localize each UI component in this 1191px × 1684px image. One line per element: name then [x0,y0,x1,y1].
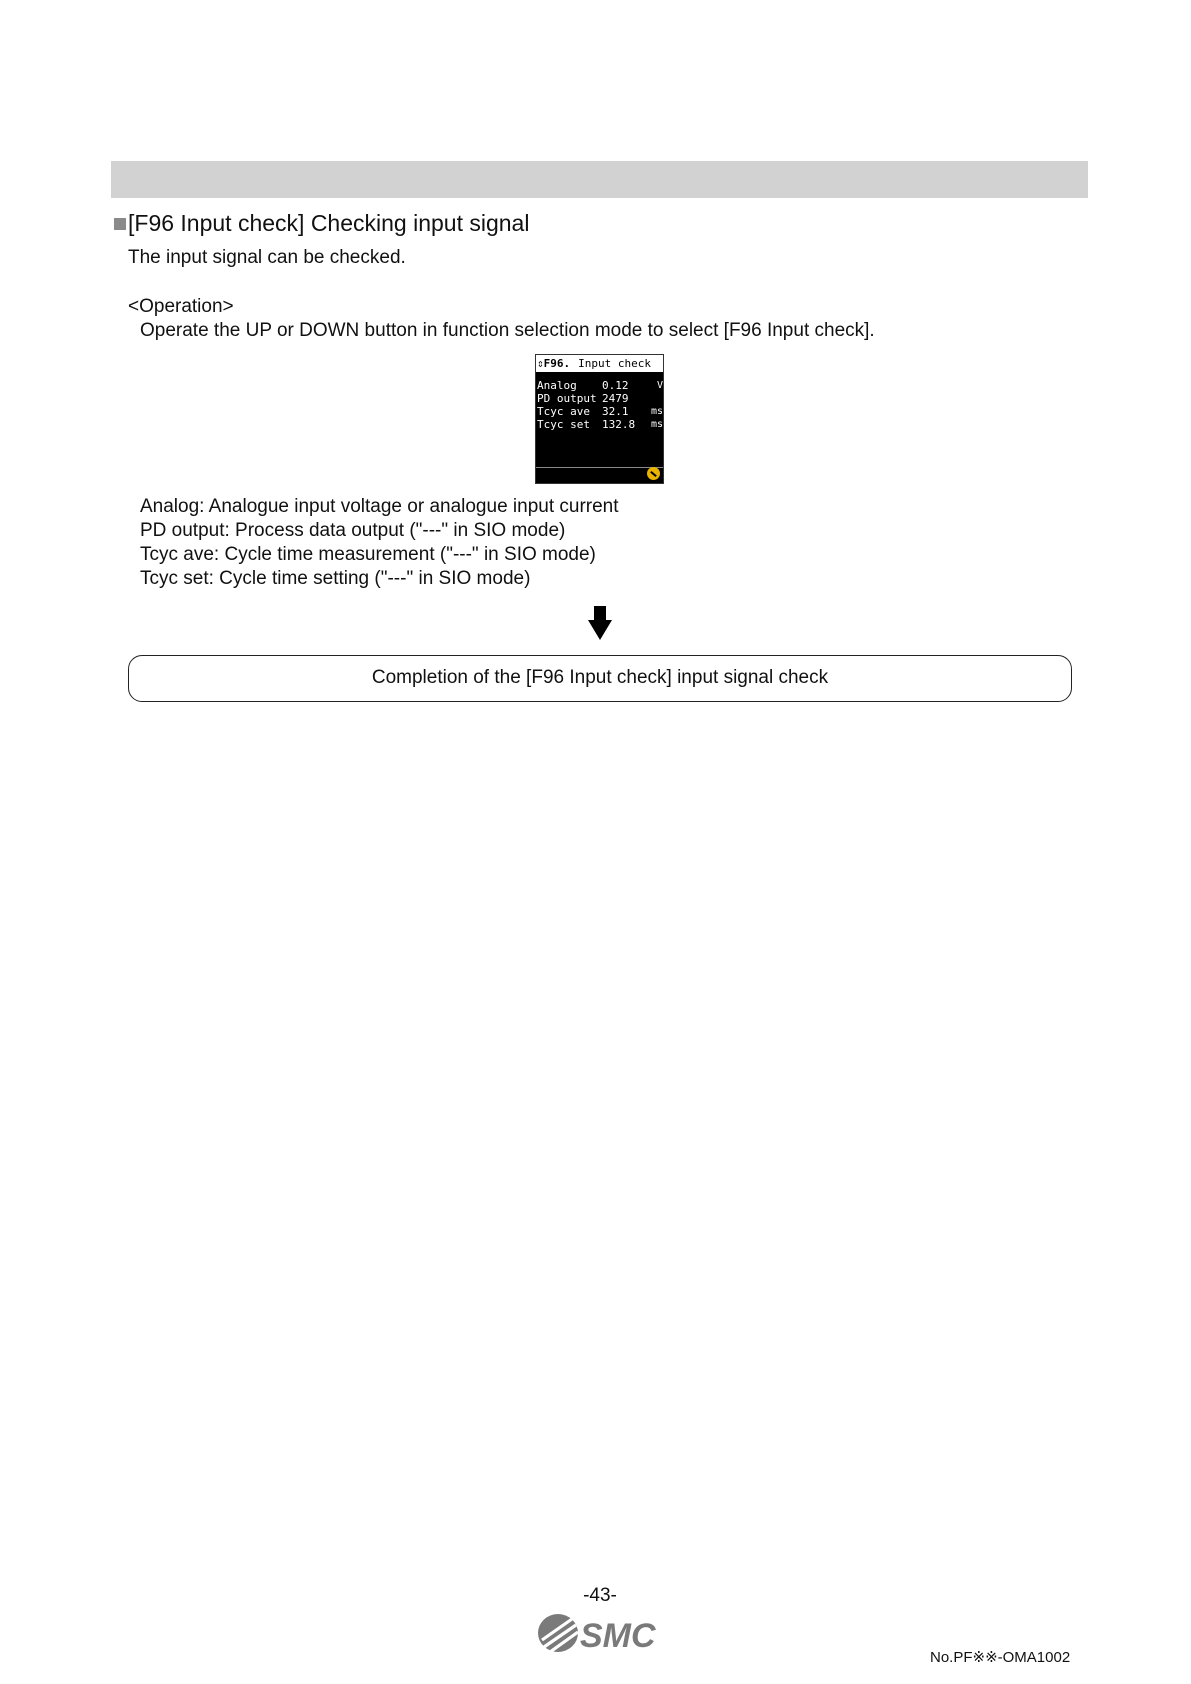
completion-box: Completion of the [F96 Input check] input signal check [128,655,1072,702]
description-analog: Analog: Analogue input voltage or analogue input current [140,496,619,517]
section-header-band [111,161,1088,198]
operation-heading: <Operation> [128,296,234,317]
lcd-row-tcyc-ave [537,405,663,418]
document-number: No.PF※※-OMA1002 [930,1649,1071,1666]
lcd-row-value: 32.1 [602,405,629,418]
square-bullet-icon [114,218,126,230]
lcd-row-unit: ms [650,406,663,417]
description-tcyc-set: Tcyc set: Cycle time setting ("---" in SIO mode) [140,568,531,589]
description-tcyc-ave: Tcyc ave: Cycle time measurement ("---" in SIO mode) [140,544,596,565]
lcd-row-label: Analog [537,379,577,392]
lcd-status-icon [647,467,660,480]
lcd-row-unit: ms [650,419,663,430]
lcd-row-analog [537,379,663,392]
lcd-function-code: F96. [543,357,571,370]
lcd-function-name: Input check [578,357,651,370]
section-title [114,210,529,237]
lcd-row-unit: V [656,380,663,391]
svg-text:SMC: SMC [580,1617,656,1655]
lcd-row-value: 132.8 [602,418,636,431]
lcd-row-value: 2479 [602,392,629,405]
smc-logo [536,1610,666,1656]
down-arrow-icon [588,606,612,640]
page-number: -43- [583,1585,617,1606]
operation-text: Operate the UP or DOWN button in function selection mode to select [F96 Input check]. [140,320,875,341]
section-title-text: [F96 Input check] Checking input signal [128,210,530,236]
lcd-row-value: 0.12 [602,379,629,392]
lcd-row-label: Tcyc ave [537,405,590,418]
lcd-row-tcyc-set [537,418,663,431]
lcd-screen [535,354,664,484]
lcd-row-pd-output [537,392,663,405]
lcd-title-bar [536,355,663,374]
intro-text: The input signal can be checked. [128,247,406,268]
up-down-arrows-icon: ⇕ [537,357,544,370]
lcd-divider [536,467,663,468]
description-pd-output: PD output: Process data output ("---" in SIO mode) [140,520,566,541]
lcd-row-label: Tcyc set [537,418,590,431]
lcd-row-label: PD output [537,392,597,405]
